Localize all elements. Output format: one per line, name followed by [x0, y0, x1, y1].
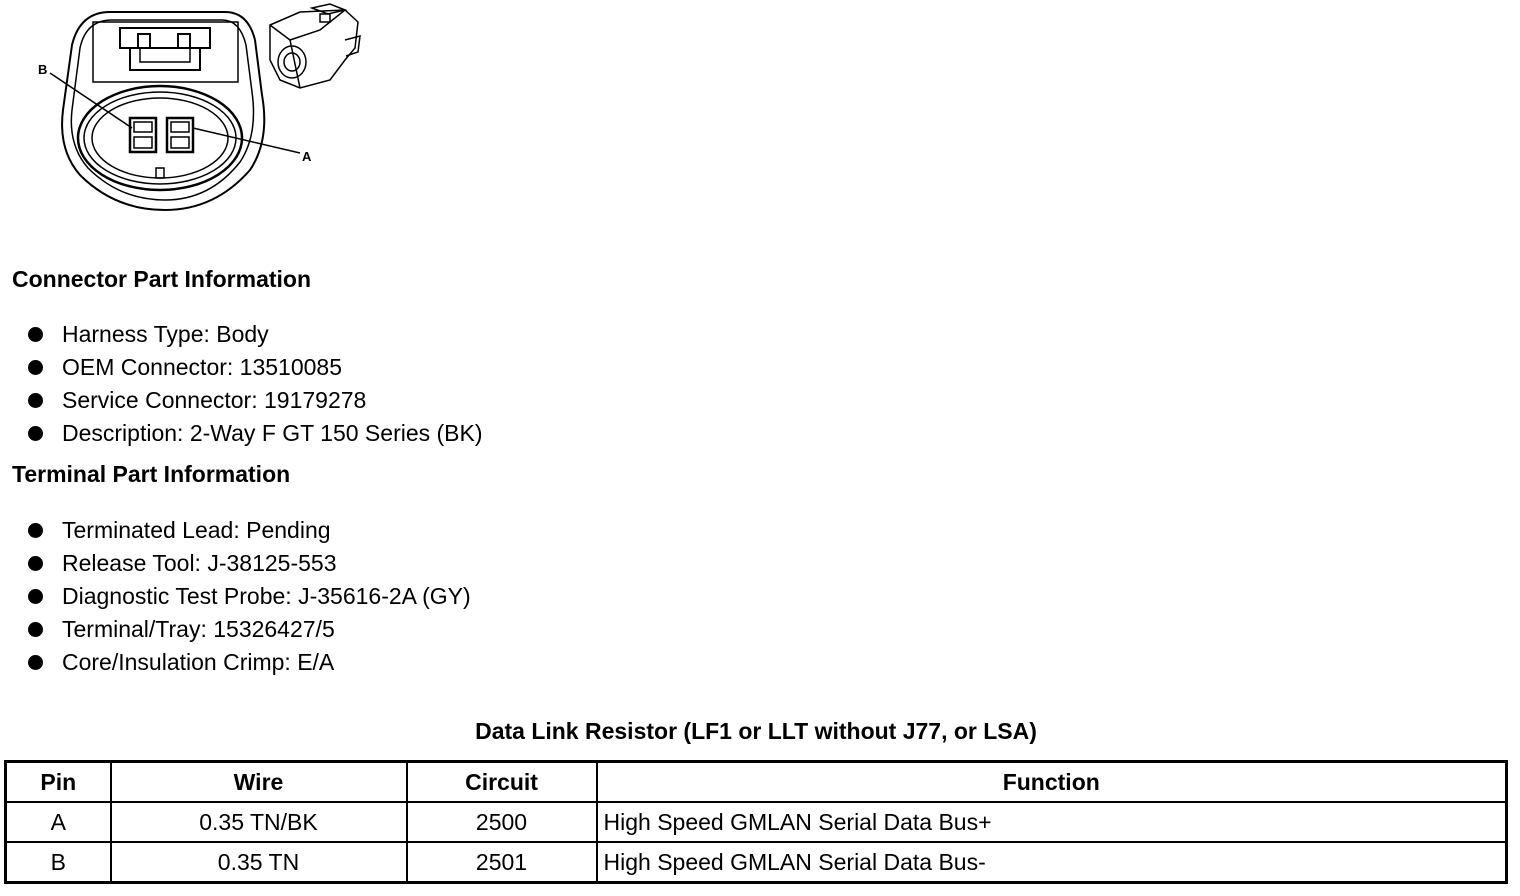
- table-row: [6, 842, 1507, 883]
- header-function: Function: [597, 762, 1507, 803]
- table-row: [6, 802, 1507, 842]
- cell-circuit: 2500: [407, 802, 597, 842]
- cell-wire: 0.35 TN: [111, 842, 407, 883]
- cell-pin: B: [6, 842, 111, 883]
- bullet-icon: [28, 655, 43, 670]
- list-item: [28, 646, 471, 679]
- bullet-icon: [28, 523, 43, 538]
- list-item-text: Core/Insulation Crimp: E/A: [62, 649, 335, 675]
- pin-table-title: Data Link Resistor (LF1 or LLT without J77, or LSA): [475, 718, 1037, 744]
- list-item-text: Harness Type: Body: [62, 321, 269, 347]
- pin-table: [4, 760, 1508, 884]
- bullet-icon: [28, 589, 43, 604]
- terminal-part-info-list: [28, 514, 471, 679]
- header-wire: Wire: [111, 762, 407, 803]
- connector-part-info-list: [28, 318, 483, 450]
- bullet-icon: [28, 360, 43, 375]
- callout-a: A: [302, 149, 312, 164]
- cell-function: High Speed GMLAN Serial Data Bus+: [597, 802, 1507, 842]
- bullet-icon: [28, 426, 43, 441]
- cell-function: High Speed GMLAN Serial Data Bus-: [597, 842, 1507, 883]
- bullet-icon: [28, 327, 43, 342]
- connector-face-illustration: [30, 0, 370, 220]
- terminal-part-info-heading: Terminal Part Information: [12, 461, 291, 487]
- list-item: [28, 580, 471, 613]
- cell-pin: A: [6, 802, 111, 842]
- list-item-text: Diagnostic Test Probe: J-35616-2A (GY): [62, 583, 471, 609]
- list-item-text: Service Connector: 19179278: [62, 387, 367, 413]
- list-item: [28, 613, 471, 646]
- header-pin: Pin: [6, 762, 111, 803]
- list-item: [28, 351, 483, 384]
- list-item: [28, 318, 483, 351]
- list-item: [28, 417, 483, 450]
- bullet-icon: [28, 556, 43, 571]
- bullet-icon: [28, 622, 43, 637]
- bullet-icon: [28, 393, 43, 408]
- header-circuit: Circuit: [407, 762, 597, 803]
- table-header-row: [6, 762, 1507, 803]
- list-item: [28, 547, 471, 580]
- list-item-text: Terminated Lead: Pending: [62, 517, 331, 543]
- list-item-text: Terminal/Tray: 15326427/5: [62, 616, 335, 642]
- cell-wire: 0.35 TN/BK: [111, 802, 407, 842]
- cell-circuit: 2501: [407, 842, 597, 883]
- list-item: [28, 514, 471, 547]
- connector-part-info-heading: Connector Part Information: [12, 266, 312, 292]
- callout-b: B: [38, 62, 48, 77]
- list-item-text: OEM Connector: 13510085: [62, 354, 343, 380]
- list-item-text: Description: 2-Way F GT 150 Series (BK): [62, 420, 483, 446]
- list-item: [28, 384, 483, 417]
- list-item-text: Release Tool: J-38125-553: [62, 550, 337, 576]
